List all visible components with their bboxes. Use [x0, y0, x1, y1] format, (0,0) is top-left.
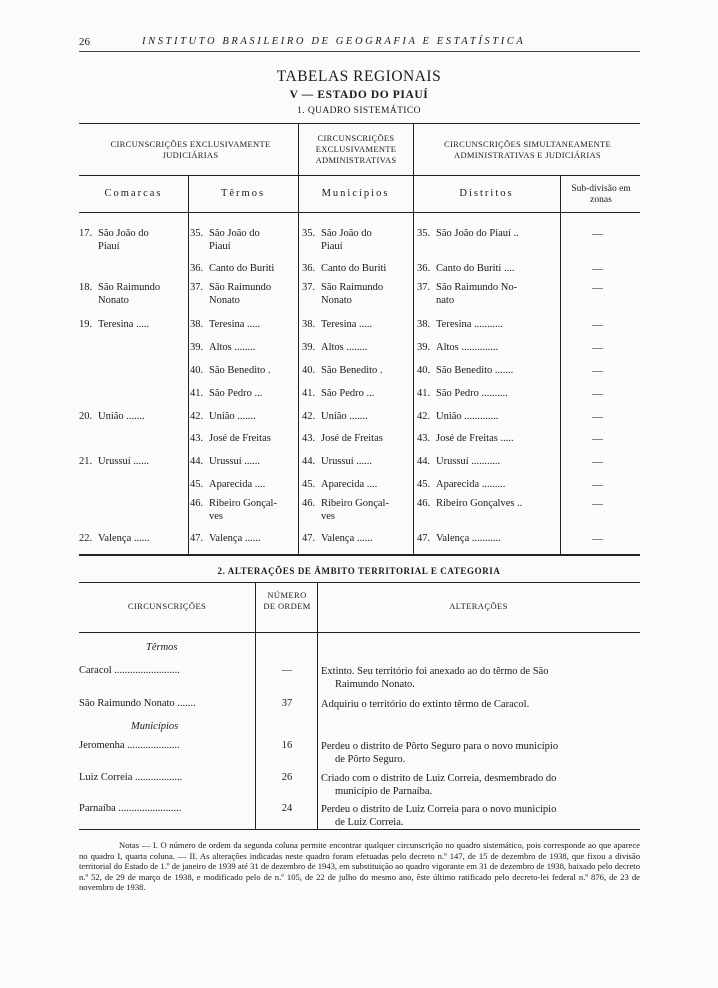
municipio-name: São Benedito . [321, 365, 383, 376]
termo-number: 37. [190, 282, 204, 293]
alteration-order-number: 26 [281, 772, 293, 783]
comarca-name: União ....... [98, 411, 145, 422]
termo-name: ves [209, 511, 223, 522]
table1-group-rule [79, 175, 640, 176]
alteration-text [321, 740, 639, 766]
municipio-cell [302, 410, 412, 423]
distrito-name: nato [436, 295, 455, 306]
table2-header-numero: NÚMERO DE ORDEM [263, 590, 311, 611]
termo-number: 47. [190, 533, 204, 544]
table2-top-rule [79, 582, 640, 583]
distrito-name: Canto do Buriti .... [436, 263, 515, 274]
municipio-name: Valença ...... [321, 533, 373, 544]
termo-name: São Raimundo [209, 282, 272, 293]
municipio-number: 46. [302, 498, 316, 509]
termo-number: 42. [190, 411, 204, 422]
column-municipios: Municípios [321, 188, 390, 199]
group-divider-1 [298, 123, 299, 175]
state-title: V — ESTADO DO PIAUÍ [289, 89, 429, 101]
alteration-circunscricao: Luiz Correia .................. [79, 772, 183, 783]
table1-bottom-rule [79, 554, 640, 556]
termo-number: 44. [190, 456, 204, 467]
termo-name: São Pedro ... [209, 388, 263, 399]
distrito-name: Altos .............. [436, 342, 499, 353]
distrito-name: São Pedro .......... [436, 388, 508, 399]
alteration-circunscricao: Caracol ......................... [79, 665, 180, 676]
municipio-name: José de Freitas [321, 433, 383, 444]
municipio-number: 38. [302, 319, 316, 330]
distrito-name: José de Freitas ..... [436, 433, 514, 444]
distrito-number: 38. [417, 319, 431, 330]
alteration-line-1: Criado com o distrito de Luiz Correia, desmembrado do [321, 773, 557, 784]
table1-header-rule [79, 212, 640, 213]
table2-bottom-rule [79, 829, 640, 830]
termo-name: Altos ........ [209, 342, 256, 353]
municipio-number: 47. [302, 533, 316, 544]
distrito-number: 37. [417, 282, 431, 293]
table2-header-alteracoes: ALTERAÇÕES [449, 601, 508, 611]
section-label-termos: Têrmos [146, 642, 178, 653]
subdivisao-dash: — [592, 228, 603, 240]
distrito-number: 35. [417, 228, 431, 239]
subdivisao-dash: — [592, 342, 603, 354]
subdivisao-dash: — [592, 282, 603, 294]
distrito-number: 36. [417, 263, 431, 274]
subdivisao-dash: — [592, 433, 603, 445]
comarca-number: 19. [79, 319, 93, 330]
subdivisao-dash: — [592, 498, 603, 510]
distrito-cell [417, 281, 559, 307]
municipio-name: Urussuí ...... [321, 456, 373, 467]
termo-name: Canto do Buriti [209, 263, 275, 274]
municipio-cell [302, 364, 412, 377]
municipio-number: 35. [302, 228, 316, 239]
distrito-name: Teresina ........... [436, 319, 503, 330]
termo-cell [190, 455, 297, 468]
municipio-name: Aparecida .... [321, 479, 378, 490]
termo-cell [190, 341, 297, 354]
col-divider-4 [560, 175, 561, 554]
table2-divider-2 [317, 582, 318, 829]
termo-number: 38. [190, 319, 204, 330]
distrito-number: 46. [417, 498, 431, 509]
alteration-circunscricao: São Raimundo Nonato ....... [79, 698, 196, 709]
table2-divider-1 [255, 582, 256, 829]
subdivisao-dash: — [592, 365, 603, 377]
distrito-cell [417, 497, 559, 510]
termo-cell [190, 318, 297, 331]
termo-cell [190, 478, 297, 491]
termo-name: Nonato [209, 295, 240, 306]
municipio-cell [302, 341, 412, 354]
comarca-number: 17. [79, 228, 93, 239]
distrito-cell [417, 410, 559, 423]
termo-number: 36. [190, 263, 204, 274]
distrito-name: São João do Piauí .. [436, 228, 519, 239]
municipio-cell [302, 281, 412, 307]
alteration-line-2: Raimundo Nonato. [335, 679, 415, 690]
alteration-line-2: município de Parnaíba. [335, 786, 433, 797]
comarca-name: Valença ...... [98, 533, 150, 544]
distrito-cell [417, 478, 559, 491]
distrito-number: 41. [417, 388, 431, 399]
comarca-name: Urussuí ...... [98, 456, 150, 467]
alteration-line-2: de Luiz Correia. [335, 817, 404, 828]
distrito-name: Aparecida ......... [436, 479, 506, 490]
alteration-text [321, 698, 639, 711]
comarca-cell [79, 281, 187, 307]
distrito-name: São Benedito ....... [436, 365, 514, 376]
distrito-number: 43. [417, 433, 431, 444]
header-judiciarias: CIRCUNSCRIÇÕES EXCLUSIVAMENTE JUDICIÁRIAS [110, 139, 271, 160]
municipio-cell [302, 478, 412, 491]
alteration-text [321, 772, 639, 798]
distrito-cell [417, 262, 559, 275]
municipio-cell [302, 227, 412, 253]
comarca-number: 20. [79, 411, 93, 422]
termo-name: Teresina ..... [209, 319, 261, 330]
termo-cell [190, 262, 297, 275]
distrito-number: 40. [417, 365, 431, 376]
subdivisao-dash: — [592, 533, 603, 545]
alteration-text [321, 803, 639, 829]
subdivisao-dash: — [592, 456, 603, 468]
subdivisao-dash: — [592, 479, 603, 491]
comarca-number: 21. [79, 456, 93, 467]
alteration-circunscricao: Parnaíba ........................ [79, 803, 182, 814]
comarca-name: São Raimundo [98, 282, 161, 293]
header-administrativas: CIRCUNSCRIÇÕES EXCLUSIVAMENTE ADMINISTRATIVAS [315, 133, 397, 165]
section-label-municipios: Municípios [131, 721, 179, 732]
distrito-cell [417, 432, 559, 445]
municipio-name: Nonato [321, 295, 352, 306]
municipio-name: São João do [321, 228, 372, 239]
distrito-number: 47. [417, 533, 431, 544]
subdivisao-dash: — [592, 388, 603, 400]
municipio-cell [302, 497, 412, 523]
distrito-name: União ............. [436, 411, 499, 422]
comarca-cell [79, 318, 187, 331]
distrito-name: Valença ........... [436, 533, 501, 544]
distrito-number: 44. [417, 456, 431, 467]
municipio-name: Altos ........ [321, 342, 368, 353]
distrito-cell [417, 341, 559, 354]
termo-number: 40. [190, 365, 204, 376]
footnotes [79, 840, 640, 893]
municipio-cell [302, 455, 412, 468]
termo-number: 43. [190, 433, 204, 444]
distrito-name: Ribeiro Gonçalves .. [436, 498, 523, 509]
subdivisao-dash: — [592, 319, 603, 331]
termo-cell [190, 410, 297, 423]
termo-cell [190, 281, 297, 307]
termo-name: União ....... [209, 411, 256, 422]
table1-top-rule [79, 123, 640, 124]
municipio-name: Piauí [321, 241, 343, 252]
alteration-line-1: Extinto. Seu território foi anexado ao do têrmo de São [321, 666, 549, 677]
municipio-number: 36. [302, 263, 316, 274]
alteration-circunscricao: Jeromenha .................... [79, 740, 180, 751]
alteration-order-number: 16 [281, 740, 293, 751]
municipio-cell [302, 262, 412, 275]
termo-number: 41. [190, 388, 204, 399]
distrito-number: 39. [417, 342, 431, 353]
termo-name: Piauí [209, 241, 231, 252]
comarca-cell [79, 532, 187, 545]
distrito-number: 42. [417, 411, 431, 422]
subdivisao-dash: — [592, 411, 603, 423]
section2-title: 2. ALTERAÇÕES DE ÂMBITO TERRITORIAL E CATEGORIA [217, 566, 501, 576]
comarca-name: Nonato [98, 295, 129, 306]
termo-name: Urussuí ...... [209, 456, 261, 467]
group-divider-2 [413, 123, 414, 175]
termo-name: São João do [209, 228, 260, 239]
municipio-cell [302, 387, 412, 400]
termo-cell [190, 497, 297, 523]
termo-name: Aparecida .... [209, 479, 266, 490]
alteration-text [321, 665, 639, 691]
municipio-number: 43. [302, 433, 316, 444]
distrito-cell [417, 364, 559, 377]
table2-header-circunscricoes: CIRCUNSCRIÇÕES [127, 601, 207, 611]
page-number: 26 [79, 36, 90, 48]
col-divider-3 [413, 175, 414, 554]
alteration-order-number: — [281, 665, 293, 676]
comarca-cell [79, 227, 187, 253]
distrito-cell [417, 532, 559, 545]
footnote-text: Notas — I. O número de ordem da segunda coluna permite encontrar qualquer circunscrição no quadro sistemático, pois corresponde ao que aparece no quadro I, quarta coluna. — II. As alterações indicadas neste quadro foram efetuadas pelo decreto n.º 147, de 15 de dezembro de 1938, que fixou a divisão territorial do Estado de 1.º de janeiro de 1939 até 31 de dezembro de 1943, em substituição ao quadro vigorante em 31 de dezembro de 1938, baixado pelo decreto n.º 52, de 29 de março de 1938, e modificado pelo de n.º 105, de 22 de julho do mesmo ano, êste último ratificado pelo decreto-lei federal n.º 876, de 23 de novembro de 1938. [79, 840, 640, 893]
comarca-name: Piauí [98, 241, 120, 252]
termo-cell [190, 387, 297, 400]
municipio-name: Teresina ..... [321, 319, 373, 330]
alteration-order-number: 24 [281, 803, 293, 814]
section1-title: 1. QUADRO SISTEMÁTICO [297, 106, 421, 116]
termo-number: 45. [190, 479, 204, 490]
municipio-number: 44. [302, 456, 316, 467]
municipio-number: 39. [302, 342, 316, 353]
header-rule [79, 51, 640, 52]
municipio-name: São Pedro ... [321, 388, 375, 399]
col-divider-2 [298, 175, 299, 554]
municipio-cell [302, 532, 412, 545]
municipio-number: 41. [302, 388, 316, 399]
alteration-order-number: 37 [281, 698, 293, 709]
comarca-name: Teresina ..... [98, 319, 150, 330]
comarca-cell [79, 455, 187, 468]
alteration-line-1: Perdeu o distrito de Luiz Correia para o novo município [321, 804, 557, 815]
alteration-line-1: Adquiriu o território do extinto têrmo de Caracol. [321, 699, 530, 710]
distrito-name: Urussuí ........... [436, 456, 501, 467]
comarca-number: 18. [79, 282, 93, 293]
comarca-name: São João do [98, 228, 149, 239]
distrito-cell [417, 387, 559, 400]
column-comarcas: Comarcas [104, 188, 163, 199]
distrito-cell [417, 318, 559, 331]
col-divider-1 [188, 175, 189, 554]
municipio-name: ves [321, 511, 335, 522]
subdivisao-dash: — [592, 263, 603, 275]
municipio-number: 45. [302, 479, 316, 490]
termo-cell [190, 532, 297, 545]
termo-number: 35. [190, 228, 204, 239]
column-distritos: Distritos [459, 188, 514, 199]
municipio-cell [302, 318, 412, 331]
alteration-line-1: Perdeu o distrito de Pôrto Seguro para o novo município [321, 741, 559, 752]
distrito-name: São Raimundo No- [436, 282, 518, 293]
termo-name: Ribeiro Gonçal- [209, 498, 277, 509]
alteration-line-2: de Pôrto Seguro. [335, 754, 406, 765]
distrito-number: 45. [417, 479, 431, 490]
municipio-number: 40. [302, 365, 316, 376]
termo-cell [190, 227, 297, 253]
distrito-cell [417, 455, 559, 468]
municipio-name: Ribeiro Gonçal- [321, 498, 389, 509]
municipio-name: Canto do Buriti [321, 263, 387, 274]
termo-name: José de Freitas [209, 433, 271, 444]
column-termos: Têrmos [220, 188, 266, 199]
running-title: INSTITUTO BRASILEIRO DE GEOGRAFIA E ESTATÍSTICA [142, 36, 526, 47]
municipio-name: União ....... [321, 411, 368, 422]
termo-cell [190, 432, 297, 445]
municipio-number: 42. [302, 411, 316, 422]
termo-number: 39. [190, 342, 204, 353]
termo-cell [190, 364, 297, 377]
comarca-cell [79, 410, 187, 423]
municipio-name: São Raimundo [321, 282, 384, 293]
termo-name: São Benedito . [209, 365, 271, 376]
municipio-number: 37. [302, 282, 316, 293]
termo-number: 46. [190, 498, 204, 509]
termo-name: Valença ...... [209, 533, 261, 544]
municipio-cell [302, 432, 412, 445]
distrito-cell [417, 227, 559, 240]
comarca-number: 22. [79, 533, 93, 544]
header-simultaneas: CIRCUNSCRIÇÕES SIMULTANEAMENTE ADMINISTRATIVAS E JUDICIÁRIAS [444, 139, 611, 160]
main-title: TABELAS REGIONAIS [276, 68, 442, 85]
column-subdivisao: Sub-divisão em zonas [571, 184, 631, 205]
table2-header-rule [79, 632, 640, 633]
